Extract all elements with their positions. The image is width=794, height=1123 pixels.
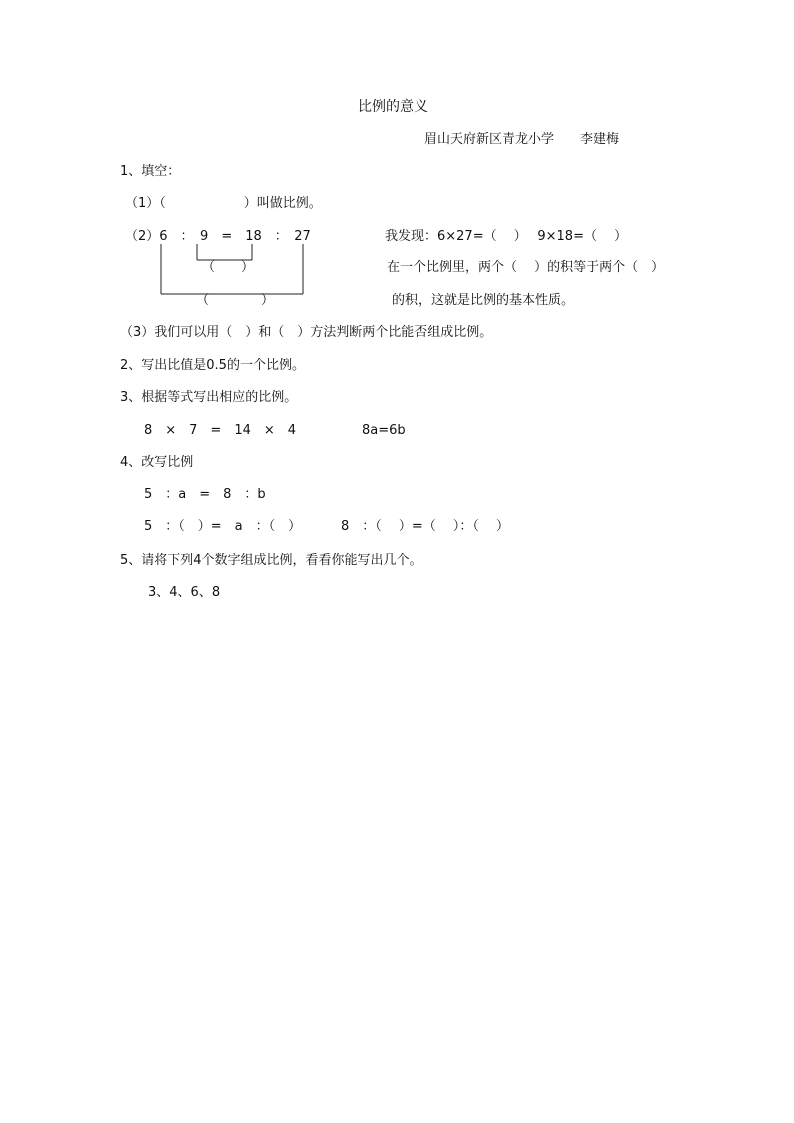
author-line: 眉山天府新区青龙小学 李建梅	[424, 132, 620, 147]
outer-product-blank: （ ）	[196, 293, 275, 308]
q1-part2-rule-b: 的积，这就是比例的基本性质。	[392, 293, 575, 308]
page-title: 比例的意义	[358, 99, 428, 115]
q1-part1: （1）（ ）叫做比例。	[125, 196, 322, 211]
q4-rewrite-2: 8 ：（ ）=（ ）：（ ）	[341, 519, 510, 534]
q4-heading: 4、改写比例	[120, 455, 194, 470]
q1-part3: （3）我们可以用（ ）和（ ）方法判断两个比能否组成比例。	[120, 325, 493, 340]
q3-equation-1: 8 × 7 = 14 × 4	[144, 423, 297, 438]
q1-part2-discover: 我发现：6×27=（ ） 9×18=（ ）	[385, 229, 628, 244]
q5-heading: 5、请将下列4个数字组成比例，看看你能写出几个。	[120, 553, 423, 568]
q2-heading: 2、写出比值是0.5的一个比例。	[120, 358, 305, 373]
q4-rewrite-1: 5 ：（ ）= a ：（ ）	[144, 519, 302, 534]
inner-product-blank: （ ）	[202, 260, 255, 275]
q5-numbers: 3、4、6、8	[148, 585, 221, 600]
q1-part2-ratio: （2）6 ： 9 = 18 ： 27	[125, 229, 311, 244]
q4-given-ratio: 5 ：a = 8 ：b	[144, 487, 266, 502]
q3-equation-2: 8a=6b	[362, 423, 406, 438]
q1-heading: 1、填空：	[120, 164, 181, 179]
q3-heading: 3、根据等式写出相应的比例。	[120, 390, 298, 405]
q1-part2-rule-a: 在一个比例里，两个（ ）的积等于两个（ ）	[387, 260, 665, 275]
